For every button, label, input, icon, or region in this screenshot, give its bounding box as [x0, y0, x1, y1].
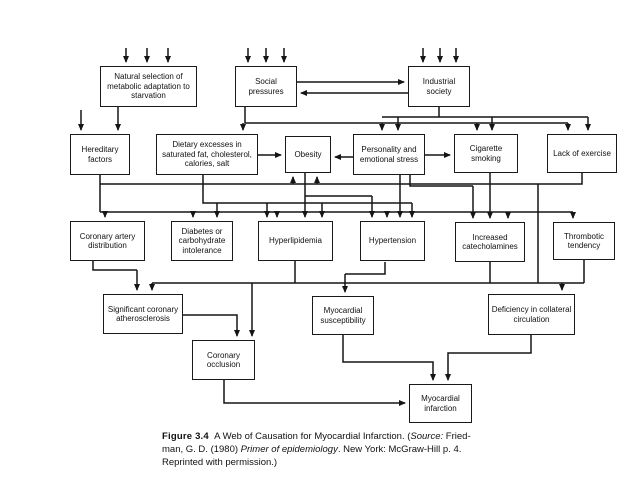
caption-line-3: Reprinted with permission.) — [162, 457, 278, 468]
node-label: Natural selection of metabolic adaptation to starvation — [107, 72, 190, 101]
arrow-deficiency-to-infarction — [448, 335, 531, 380]
node-label: Personality and emotional stress — [359, 145, 419, 164]
node-coronary_dist — [70, 221, 145, 261]
node-label: Thrombotic tendency — [563, 231, 604, 250]
caption-title: A Web of Causation for Myocardial Infarction. ( — [214, 431, 411, 442]
node-label: Cigarette smoking — [469, 144, 503, 163]
figure-number: Figure 3.4 — [162, 431, 209, 442]
node-label: Significant coronary atherosclerosis — [107, 304, 179, 323]
node-label: Deficiency in collateral circulation — [491, 305, 572, 324]
caption-book-title: Primer of epidemiology — [240, 444, 338, 455]
caption-line-1: Figure 3.4 A Web of Causation for Myocardial Infarction. (Source: Fried- — [162, 431, 471, 442]
bus-social — [245, 107, 568, 123]
node-cigarette — [454, 134, 518, 173]
node-label: Hyperlipidemia — [269, 236, 322, 246]
node-occlusion — [192, 340, 255, 380]
node-personality — [353, 134, 425, 175]
node-label: Industrial society — [422, 77, 456, 96]
bus-coronary-dist — [93, 261, 137, 270]
arrow-sig-to-occlusion — [183, 315, 237, 336]
node-label: Coronary artery distribution — [79, 231, 136, 250]
node-obesity — [285, 136, 331, 173]
node-catecholamines — [455, 222, 525, 262]
node-diabetes — [171, 221, 233, 261]
node-hereditary — [70, 134, 130, 175]
node-label: Hereditary factors — [81, 145, 119, 164]
caption-line-2: man, G. D. (1980) Primer of epidemiology. New York: McGraw-Hill p. 4. — [162, 444, 462, 455]
node-label: Dietary excesses in saturated fat, cholesterol, calories, salt — [162, 140, 252, 169]
bus-collector — [152, 260, 584, 283]
node-natsel — [100, 66, 197, 107]
node-lack — [547, 134, 617, 173]
arrow-myo-susc-to-infarction — [343, 335, 433, 380]
bus-hypertension-catecholamines — [345, 262, 385, 274]
node-label: Diabetes or carbohydrate intolerance — [178, 226, 226, 255]
node-social — [235, 66, 297, 107]
node-hypertension — [360, 221, 425, 261]
node-label: Obesity — [294, 149, 322, 159]
node-label: Lack of exercise — [553, 148, 611, 158]
figure-caption — [162, 430, 507, 469]
node-label: Social pressures — [248, 77, 284, 96]
node-label: Hypertension — [368, 236, 417, 246]
node-infarction — [409, 384, 472, 423]
node-dietary — [156, 134, 258, 175]
node-hyperlipidemia — [258, 221, 333, 261]
node-label: Myocardial susceptibility — [320, 306, 366, 325]
node-label: Increased catecholamines — [462, 232, 518, 251]
arrow-occlusion-to-infarction — [224, 380, 405, 403]
node-sig_athero — [103, 294, 183, 334]
node-deficiency — [488, 294, 575, 335]
node-label: Myocardial infarction — [421, 394, 460, 413]
node-label: Coronary occlusion — [206, 350, 241, 369]
caption-source-label: Source: — [410, 431, 444, 442]
node-industrial — [408, 66, 470, 107]
bus-dietary — [203, 175, 412, 203]
node-thrombotic — [553, 222, 615, 260]
node-myo_susc — [312, 296, 374, 335]
bus-industrial — [382, 107, 588, 117]
